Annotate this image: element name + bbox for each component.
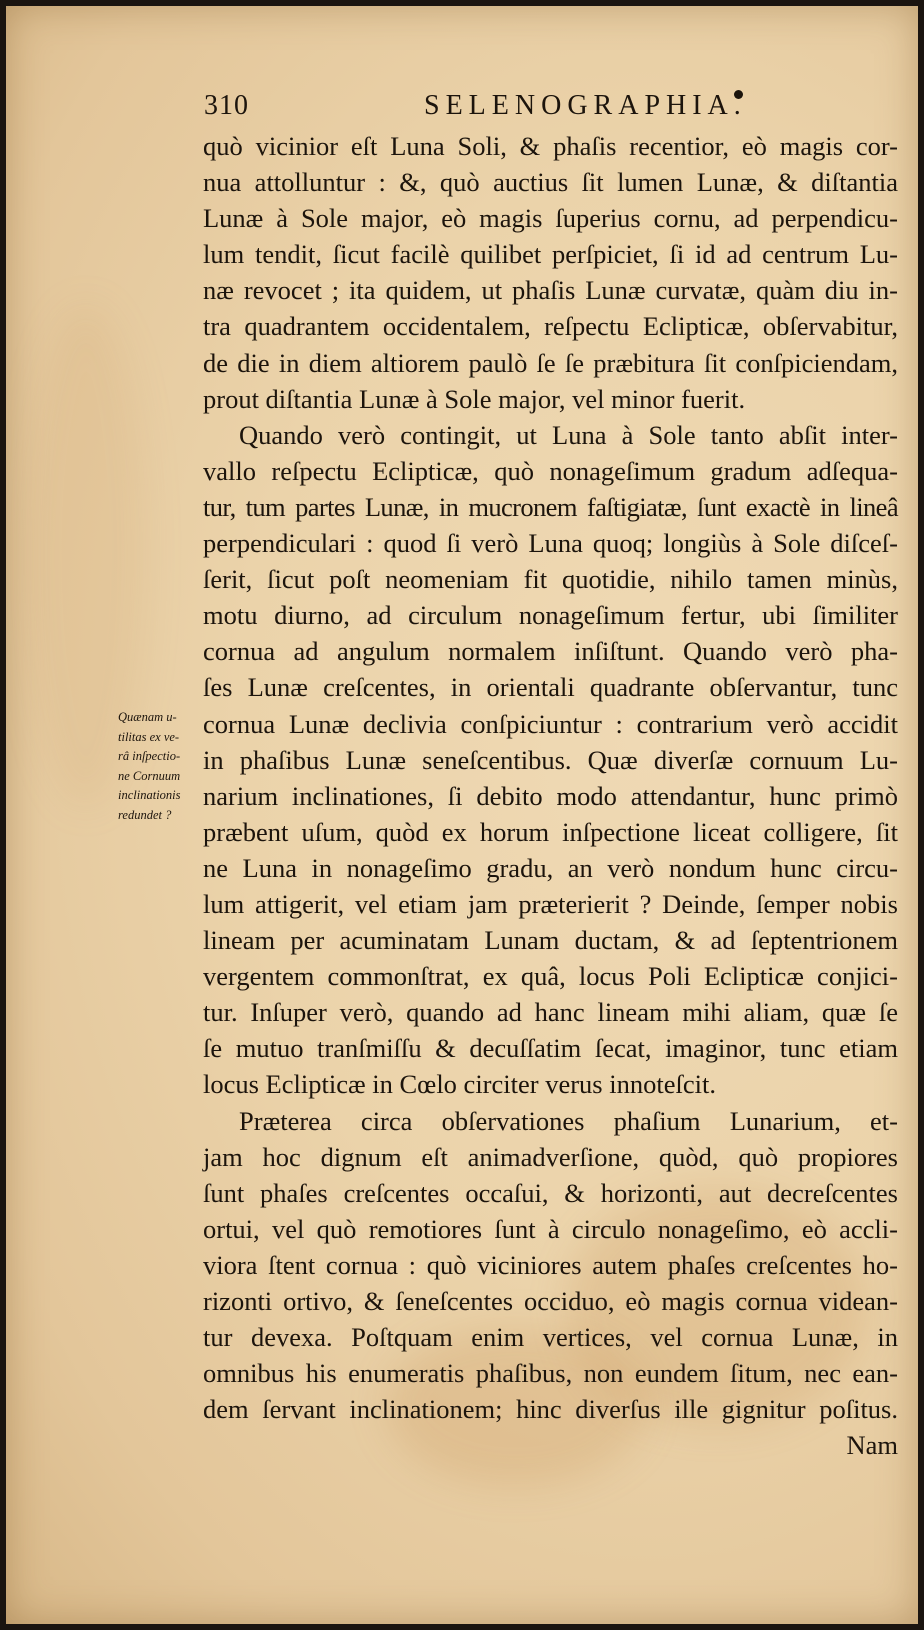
text-line: lum tendit, ſicut facilè quilibet perſpiciet, ſi id ad centrum Lu- (203, 239, 898, 270)
text-line: ſe mutuo tranſmiſſu & decuſſatim ſecat, imaginor, tunc etiam (203, 1033, 898, 1064)
page-header (176, 88, 747, 128)
text-line: ortui, vel quò remotiores ſunt à circulo nonageſimo, eò accli- (203, 1213, 898, 1244)
text-line: jam hoc dignum eſt animadverſione, quòd, quò propiores (203, 1141, 898, 1172)
text-line: vergentem commonſtrat, ex quâ, locus Poli Eclipticæ conjici- (203, 961, 898, 992)
marginal-note-line: râ inſpectio- (118, 749, 181, 763)
text-line: dem ſervant inclinationem; hinc diverſus ille gignitur poſitus. (203, 1394, 898, 1425)
text-line: tur, tum partes Lunæ, in mucronem faſtigiatæ, ſunt exactè in lineâ (203, 491, 898, 522)
text-line: de die in diem altiorem paulò ſe ſe præbitura ſit conſpiciendam, (203, 347, 898, 378)
marginal-note-line: tilitas ex ve- (118, 729, 180, 744)
text-line: lineam per acuminatam Lunam ductam, & ad ſeptentrionem (203, 925, 898, 956)
text-line: tur devexa. Poſtquam enim vertices, vel cornua Lunæ, in (203, 1322, 898, 1353)
text-line: rizonti ortivo, & ſeneſcentes occiduo, eò magis cornua videan- (203, 1286, 898, 1316)
marginal-note (118, 708, 204, 825)
text-line: omnibus his enumeratis phaſibus, non eundem ſitum, nec ean- (203, 1358, 898, 1389)
text-line: perpendiculari : quod ſi verò Luna quoq; longiùs à Sole diſceſ- (203, 528, 898, 559)
text-line: tra quadrantem occidentalem, reſpectu Eclipticæ, obſervabitur, (203, 311, 898, 342)
text-line: locus Eclipticæ in Cœlo circiter verus innoteſcit. (203, 1069, 716, 1100)
text-line: quò vicinior eſt Luna Soli, & phaſis recentior, eò magis cor- (203, 131, 898, 161)
text-line: lum attigerit, vel etiam jam præterierit ? Deinde, ſemper nobis (203, 888, 898, 919)
page-number: 310 (204, 90, 249, 121)
text-line: ſes Lunæ creſcentes, in orientali quadrante obſervantur, tunc (203, 672, 898, 703)
text-line: næ revocet ; ita quidem, ut phaſis Lunæ curvatæ, quàm diu in- (203, 275, 898, 306)
text-line: viora ſtent cornua : quò viciniores autem phaſes creſcentes ho- (203, 1249, 898, 1280)
text-line: in phaſibus Lunæ seneſcentibus. Quæ diverſæ cornuum Lu- (203, 744, 898, 775)
text-line: Præterea circa obſervationes phaſium Lunarium, et- (239, 1105, 898, 1136)
marginal-note-line: Quænam u- (118, 710, 177, 724)
text-line: vallo reſpectu Eclipticæ, quò nonageſimum gradum adſequa- (203, 455, 898, 486)
text-line: ne Luna in nonageſimo gradu, an verò nondum hunc circu- (203, 852, 898, 883)
body-text (203, 128, 898, 1463)
text-line: nua attolluntur : &, quò auctius ſit lumen Lunæ, & diſtantia (203, 167, 898, 198)
marginal-note-line: redundet ? (118, 807, 172, 822)
text-line: cornua ad angulum normalem inſiſtunt. Quando verò pha- (203, 636, 898, 667)
catchword: Nam (846, 1430, 898, 1461)
marginal-note-line: inclinationis (118, 788, 181, 802)
text-line: Lunæ à Sole major, eò magis ſuperius cornu, ad perpendicu- (203, 203, 898, 234)
text-line: præbent uſum, quòd ex horum inſpectione liceat colligere, ſit (203, 816, 898, 847)
text-line: ſerit, ſicut poſt neomeniam fit quotidie, nihilo tamen minùs, (203, 564, 898, 595)
text-line: prout diſtantia Lunæ à Sole major, vel minor fuerit. (203, 383, 746, 414)
text-line: narium inclinationes, ſi debito modo attendantur, hunc primò (203, 780, 898, 811)
text-line: Quando verò contingit, ut Luna à Sole tanto abſit inter- (239, 419, 898, 450)
text-line: cornua Lunæ declivia conſpiciuntur : contrarium verò accidit (203, 708, 898, 739)
text-line: ſunt phaſes creſcentes occaſui, & horizonti, aut decreſcentes (203, 1177, 898, 1208)
running-title: SELENOGRAPHIA. (424, 90, 747, 121)
text-line: motu diurno, ad circulum nonageſimum fertur, ubi ſimiliter (203, 600, 898, 631)
text-line: tur. Inſuper verò, quando ad hanc lineam mihi aliam, quæ ſe (203, 997, 898, 1028)
marginal-note-line: ne Cornuum (118, 768, 181, 783)
